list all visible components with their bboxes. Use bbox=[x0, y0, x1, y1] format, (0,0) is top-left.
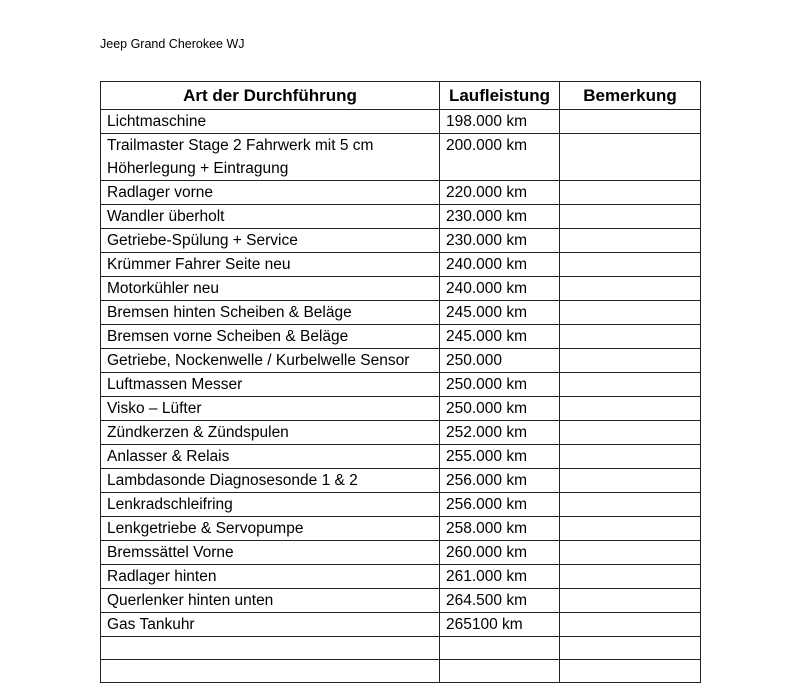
cell-task: Visko – Lüfter bbox=[101, 397, 440, 421]
table-row bbox=[101, 134, 701, 181]
cell-task: Radlager hinten bbox=[101, 565, 440, 589]
column-header-note: Bemerkung bbox=[560, 82, 701, 110]
cell-mileage: 264.500 km bbox=[440, 589, 560, 613]
cell-note bbox=[560, 493, 701, 517]
table-row bbox=[101, 541, 701, 565]
cell-note bbox=[560, 181, 701, 205]
cell-mileage: 240.000 km bbox=[440, 253, 560, 277]
cell-note bbox=[560, 349, 701, 373]
table-row bbox=[101, 325, 701, 349]
cell-task: Bremsen vorne Scheiben & Beläge bbox=[101, 325, 440, 349]
cell-note bbox=[560, 565, 701, 589]
cell-note bbox=[560, 301, 701, 325]
cell-mileage: 200.000 km bbox=[440, 134, 560, 181]
cell-task: Lambdasonde Diagnosesonde 1 & 2 bbox=[101, 469, 440, 493]
table-row bbox=[101, 493, 701, 517]
cell-note bbox=[560, 277, 701, 301]
table-row bbox=[101, 205, 701, 229]
table-row bbox=[101, 660, 701, 683]
cell-note bbox=[560, 397, 701, 421]
maintenance-table bbox=[100, 81, 701, 683]
table-row bbox=[101, 469, 701, 493]
cell-note bbox=[560, 421, 701, 445]
table-row bbox=[101, 613, 701, 637]
cell-task: Getriebe, Nockenwelle / Kurbelwelle Sensor bbox=[101, 349, 440, 373]
cell-mileage: 265100 km bbox=[440, 613, 560, 637]
table-row bbox=[101, 349, 701, 373]
cell-mileage bbox=[440, 660, 560, 683]
cell-task: Wandler überholt bbox=[101, 205, 440, 229]
table-row bbox=[101, 301, 701, 325]
cell-task: Lenkgetriebe & Servopumpe bbox=[101, 517, 440, 541]
cell-note bbox=[560, 445, 701, 469]
cell-note bbox=[560, 613, 701, 637]
document-title: Jeep Grand Cherokee WJ bbox=[100, 37, 245, 51]
cell-mileage: 252.000 km bbox=[440, 421, 560, 445]
table-body bbox=[101, 110, 701, 683]
cell-mileage: 220.000 km bbox=[440, 181, 560, 205]
cell-note bbox=[560, 637, 701, 660]
cell-note bbox=[560, 205, 701, 229]
cell-task: Querlenker hinten unten bbox=[101, 589, 440, 613]
cell-task: Trailmaster Stage 2 Fahrwerk mit 5 cm Höherlegung + Eintragung bbox=[101, 134, 440, 181]
cell-task: Luftmassen Messer bbox=[101, 373, 440, 397]
cell-task: Bremssättel Vorne bbox=[101, 541, 440, 565]
cell-task: Lenkradschleifring bbox=[101, 493, 440, 517]
header-row bbox=[101, 82, 701, 110]
cell-note bbox=[560, 373, 701, 397]
cell-mileage: 230.000 km bbox=[440, 205, 560, 229]
cell-note bbox=[560, 517, 701, 541]
cell-mileage: 230.000 km bbox=[440, 229, 560, 253]
cell-mileage: 255.000 km bbox=[440, 445, 560, 469]
table-row bbox=[101, 445, 701, 469]
cell-mileage: 256.000 km bbox=[440, 493, 560, 517]
cell-task: Getriebe-Spülung + Service bbox=[101, 229, 440, 253]
table-row bbox=[101, 277, 701, 301]
table-row bbox=[101, 589, 701, 613]
cell-task: Lichtmaschine bbox=[101, 110, 440, 134]
cell-mileage: 260.000 km bbox=[440, 541, 560, 565]
cell-note bbox=[560, 253, 701, 277]
cell-task bbox=[101, 660, 440, 683]
table-row bbox=[101, 517, 701, 541]
cell-note bbox=[560, 229, 701, 253]
cell-mileage: 261.000 km bbox=[440, 565, 560, 589]
table-row bbox=[101, 229, 701, 253]
cell-mileage: 245.000 km bbox=[440, 325, 560, 349]
cell-mileage: 240.000 km bbox=[440, 277, 560, 301]
cell-mileage: 250.000 km bbox=[440, 373, 560, 397]
cell-mileage: 250.000 km bbox=[440, 397, 560, 421]
cell-note bbox=[560, 110, 701, 134]
cell-note bbox=[560, 660, 701, 683]
table-row bbox=[101, 565, 701, 589]
cell-task: Anlasser & Relais bbox=[101, 445, 440, 469]
table-row bbox=[101, 110, 701, 134]
cell-mileage: 198.000 km bbox=[440, 110, 560, 134]
column-header-task: Art der Durchführung bbox=[101, 82, 440, 110]
cell-note bbox=[560, 589, 701, 613]
cell-task: Radlager vorne bbox=[101, 181, 440, 205]
cell-task bbox=[101, 637, 440, 660]
cell-task: Bremsen hinten Scheiben & Beläge bbox=[101, 301, 440, 325]
cell-mileage: 245.000 km bbox=[440, 301, 560, 325]
table-row bbox=[101, 181, 701, 205]
cell-task: Krümmer Fahrer Seite neu bbox=[101, 253, 440, 277]
cell-mileage: 250.000 bbox=[440, 349, 560, 373]
table-row bbox=[101, 397, 701, 421]
table-row bbox=[101, 637, 701, 660]
column-header-mileage: Laufleistung bbox=[440, 82, 560, 110]
table-row bbox=[101, 253, 701, 277]
cell-task: Motorkühler neu bbox=[101, 277, 440, 301]
cell-task: Zündkerzen & Zündspulen bbox=[101, 421, 440, 445]
cell-note bbox=[560, 469, 701, 493]
cell-note bbox=[560, 134, 701, 181]
cell-mileage: 256.000 km bbox=[440, 469, 560, 493]
cell-mileage: 258.000 km bbox=[440, 517, 560, 541]
cell-task: Gas Tankuhr bbox=[101, 613, 440, 637]
table-row bbox=[101, 373, 701, 397]
cell-mileage bbox=[440, 637, 560, 660]
cell-note bbox=[560, 541, 701, 565]
cell-note bbox=[560, 325, 701, 349]
table-row bbox=[101, 421, 701, 445]
